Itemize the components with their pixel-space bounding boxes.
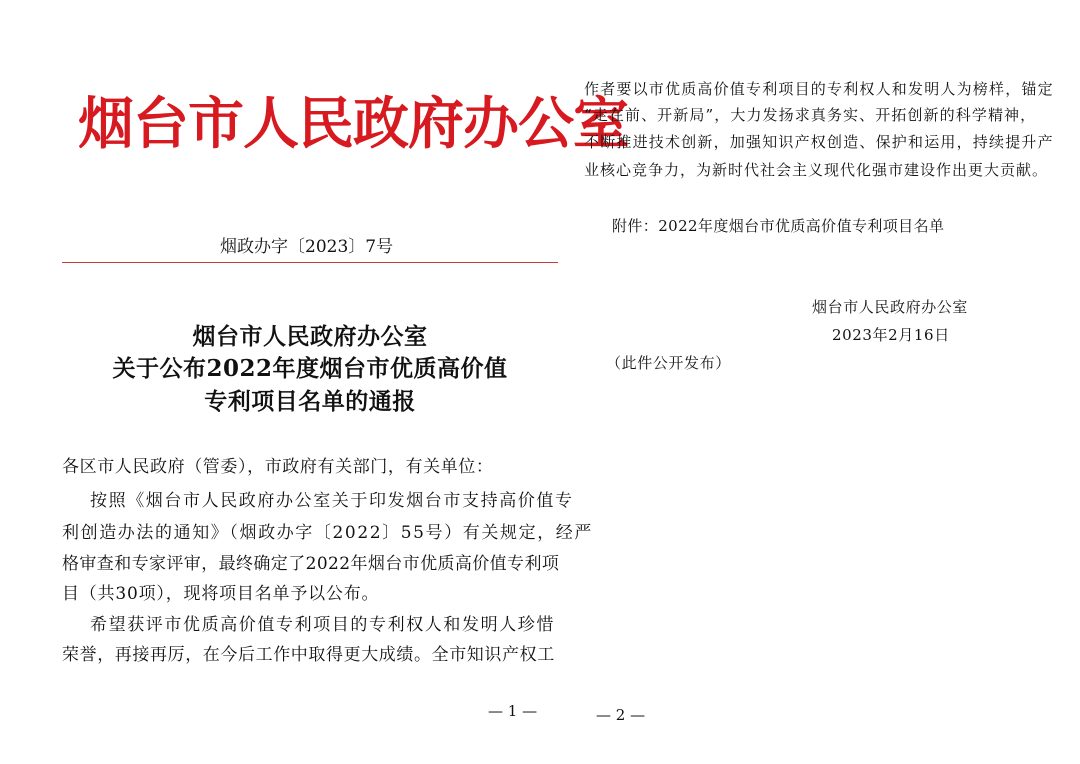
salutation: 各区市人民政府（管委），市政府有关部门，有关单位： [62,457,494,477]
page-number-2: — 2 — [596,706,646,724]
paragraph-2-line-1: 希望获评市优质高价值专利项目的专利权人和发明人珍惜 [90,615,555,635]
continuation-line-3: 不断推进技术创新，加强知识产权创造、保护和运用，持续提升产 [584,133,1054,151]
notice-title-line-3: 专利项目名单的通报 [204,388,416,415]
document-page-2 [580,0,1080,764]
masthead-title: 烟台市人民政府办公室 [78,92,628,157]
public-release-note: （此件公开发布） [606,354,731,372]
document-number: 烟政办字〔2023〕7号 [220,237,394,257]
red-divider-line [62,262,558,263]
paragraph-1-line-3: 格审查和专家评审，最终确定了2022年烟台市优质高价值专利项 [62,554,560,574]
page-number-1: — 1 — [488,702,538,720]
paragraph-2-line-2: 荣誉，再接再厉，在今后工作中取得更大成绩。全市知识产权工 [62,645,555,665]
paragraph-1-line-1: 按照《烟台市人民政府办公室关于印发烟台市支持高价值专 [90,491,574,511]
notice-title-line-1: 烟台市人民政府办公室 [192,323,428,350]
issue-date: 2023年2月16日 [832,326,950,344]
continuation-line-1: 作者要以市优质高价值专利项目的专利权人和发明人为榜样，锚定 [584,80,1054,98]
attachment-note: 附件：2022年度烟台市优质高价值专利项目名单 [612,217,945,235]
paragraph-1-line-2: 利创造办法的通知》（烟政办字〔2022〕55号）有关规定，经严 [62,523,593,543]
issuer-signature: 烟台市人民政府办公室 [812,298,969,316]
continuation-line-4: 业核心竞争力，为新时代社会主义现代化强市建设作出更大贡献。 [584,161,1049,179]
continuation-line-2: “走在前、开新局”，大力发扬求真务实、开拓创新的科学精神， [584,106,1037,124]
paragraph-1-line-4: 目（共30项），现将项目名单予以公布。 [62,584,380,604]
notice-title-line-2: 关于公布2022年度烟台市优质高价值 [112,355,508,382]
